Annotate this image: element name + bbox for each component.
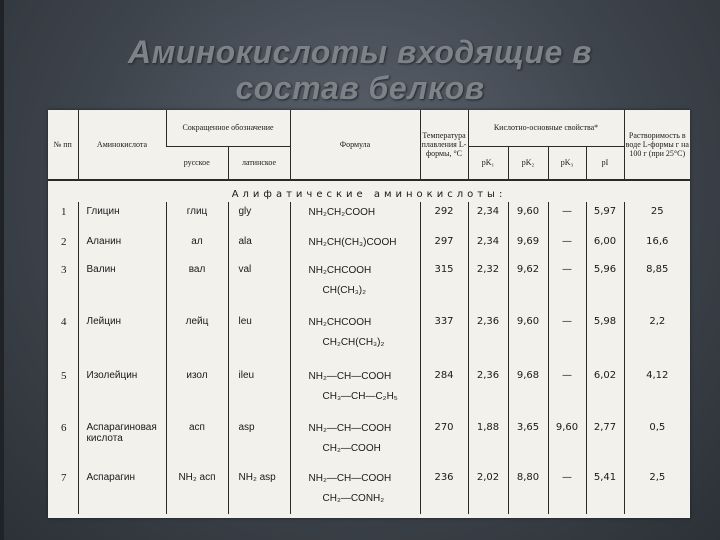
amino-acid-table bbox=[48, 110, 690, 514]
table-cell-pk2: 9,69 bbox=[508, 232, 548, 260]
table-cell-pi: 6,00 bbox=[586, 232, 624, 260]
col-header-solubility: Растворимость в воде L-формы г на 100 г (при 25°С) bbox=[624, 110, 690, 180]
table-cell-melting: 297 bbox=[420, 232, 468, 260]
table-cell-formula bbox=[290, 202, 420, 232]
table-cell-name: Аспарагиновая кислота bbox=[78, 418, 166, 468]
table-cell-abbrev-ru: изол bbox=[166, 366, 228, 418]
table-cell-num: 1 bbox=[61, 206, 67, 218]
table-cell-solubility: 8,85 bbox=[624, 260, 690, 312]
section-label: Алифатические аминокислоты: bbox=[231, 189, 507, 200]
formula-line-2: CH₂—CONH₂ bbox=[322, 493, 385, 504]
table-cell-solubility: 4,12 bbox=[624, 366, 690, 418]
table-cell-pk1: 1,88 bbox=[468, 418, 508, 468]
table-cell-formula bbox=[290, 260, 420, 312]
table-cell-abbrev-lat: ileu bbox=[228, 366, 290, 418]
slide-title-line-2: состав белков bbox=[235, 70, 485, 106]
amino-acid-table-scan bbox=[48, 110, 690, 518]
table-cell-melting: 284 bbox=[420, 366, 468, 418]
table-row bbox=[48, 202, 690, 232]
col-header-acid-base: Кислотно-основные свойства* bbox=[468, 110, 624, 146]
table-cell-pi: 5,96 bbox=[586, 260, 624, 312]
formula-line-1: NH₂CH₂COOH bbox=[308, 207, 376, 218]
table-cell-formula bbox=[290, 232, 420, 260]
table-cell-solubility: 25 bbox=[624, 202, 690, 232]
table-cell-pk2: 9,60 bbox=[508, 312, 548, 366]
table-header bbox=[48, 110, 690, 180]
table-cell-abbrev-lat: asp bbox=[228, 418, 290, 468]
table-cell-pk2: 9,62 bbox=[508, 260, 548, 312]
table-cell-pk3: — bbox=[548, 366, 586, 418]
table-cell-melting: 337 bbox=[420, 312, 468, 366]
col-header-melting: Температура плавления L-формы, °С bbox=[420, 110, 468, 180]
table-cell-pi: 5,97 bbox=[586, 202, 624, 232]
table-cell-num: 7 bbox=[61, 472, 67, 484]
section-row bbox=[48, 180, 690, 202]
table-cell-name: Валин bbox=[78, 260, 166, 312]
table-cell-formula bbox=[290, 418, 420, 468]
table-cell-solubility: 16,6 bbox=[624, 232, 690, 260]
table-cell-abbrev-ru: вал bbox=[166, 260, 228, 312]
table-cell-pk3: — bbox=[548, 202, 586, 232]
table-cell-pk1: 2,34 bbox=[468, 232, 508, 260]
formula-line-2: CH₂CH(CH₃)₂ bbox=[322, 337, 385, 348]
table-cell-pi: 2,77 bbox=[586, 418, 624, 468]
table-body bbox=[48, 202, 690, 514]
table-cell-abbrev-ru: асп bbox=[166, 418, 228, 468]
table-cell-name: Лейцин bbox=[78, 312, 166, 366]
table-cell-pk3: — bbox=[548, 232, 586, 260]
table-cell-melting: 236 bbox=[420, 468, 468, 514]
col-header-russian: русское bbox=[183, 158, 210, 168]
slide-title bbox=[0, 34, 720, 106]
formula-line-2: CH₂—COOH bbox=[322, 443, 381, 454]
formula-line-1: NH₂—CH—COOH bbox=[308, 371, 392, 382]
table-cell-pk1: 2,36 bbox=[468, 366, 508, 418]
table-cell-abbrev-ru: NH₂ асп bbox=[166, 468, 228, 514]
table-cell-melting: 315 bbox=[420, 260, 468, 312]
table-cell-abbrev-lat: val bbox=[228, 260, 290, 312]
table-cell-pk2: 8,80 bbox=[508, 468, 548, 514]
table-cell-abbrev-lat: ala bbox=[228, 232, 290, 260]
table-cell-formula bbox=[290, 468, 420, 514]
table-row bbox=[48, 418, 690, 468]
table-cell-pi: 6,02 bbox=[586, 366, 624, 418]
table-cell-abbrev-lat: gly bbox=[228, 202, 290, 232]
table-row bbox=[48, 260, 690, 312]
table-cell-name: Глицин bbox=[78, 202, 166, 232]
table-cell-pk3: — bbox=[548, 312, 586, 366]
table-cell-abbrev-ru: глиц bbox=[166, 202, 228, 232]
table-cell-pk3: — bbox=[548, 468, 586, 514]
col-header-pk2: pK₂ bbox=[508, 146, 548, 180]
col-header-abbrev: Сокращенное обозначение bbox=[166, 110, 290, 146]
table-cell-abbrev-ru: ал bbox=[166, 232, 228, 260]
formula-line-1: NH₂CHCOOH bbox=[308, 265, 372, 276]
table-cell-pk3: — bbox=[548, 260, 586, 312]
table-cell-pi: 5,98 bbox=[586, 312, 624, 366]
formula-line-1: NH₂CH(CH₃)COOH bbox=[308, 237, 397, 248]
col-header-formula: Формула bbox=[290, 110, 420, 180]
table-cell-solubility: 2,2 bbox=[624, 312, 690, 366]
table-row bbox=[48, 366, 690, 418]
table-cell-solubility: 0,5 bbox=[624, 418, 690, 468]
col-header-pi: pI bbox=[586, 146, 624, 180]
table-row bbox=[48, 312, 690, 366]
table-cell-num: 4 bbox=[61, 316, 67, 328]
table-cell-pk1: 2,02 bbox=[468, 468, 508, 514]
table-cell-num: 2 bbox=[61, 236, 67, 248]
col-header-num: № пп bbox=[48, 110, 78, 180]
col-header-name: Аминокислота bbox=[78, 110, 166, 180]
slide-title-line-1: Аминокислоты входящие в bbox=[128, 34, 592, 70]
table-row bbox=[48, 232, 690, 260]
col-header-pk3: pK₃ bbox=[548, 146, 586, 180]
table-cell-pk1: 2,32 bbox=[468, 260, 508, 312]
table-cell-melting: 292 bbox=[420, 202, 468, 232]
formula-line-2: CH(CH₃)₂ bbox=[322, 285, 367, 296]
table-cell-num: 5 bbox=[61, 370, 67, 382]
table-cell-num: 3 bbox=[61, 264, 67, 276]
table-row bbox=[48, 468, 690, 514]
table-cell-abbrev-ru: лейц bbox=[166, 312, 228, 366]
table-cell-abbrev-lat: NH₂ asp bbox=[228, 468, 290, 514]
table-cell-pi: 5,41 bbox=[586, 468, 624, 514]
formula-line-1: NH₂—CH—COOH bbox=[308, 423, 392, 434]
formula-line-1: NH₂CHCOOH bbox=[308, 317, 372, 328]
table-cell-solubility: 2,5 bbox=[624, 468, 690, 514]
table-cell-pk1: 2,36 bbox=[468, 312, 508, 366]
table-cell-pk2: 9,60 bbox=[508, 202, 548, 232]
table-cell-name: Изолейцин bbox=[78, 366, 166, 418]
table-cell-pk2: 3,65 bbox=[508, 418, 548, 468]
formula-line-2: CH₃—CH—C₂H₅ bbox=[322, 391, 398, 402]
table-cell-melting: 270 bbox=[420, 418, 468, 468]
table-cell-formula bbox=[290, 366, 420, 418]
table-cell-abbrev-lat: leu bbox=[228, 312, 290, 366]
table-cell-pk3: 9,60 bbox=[548, 418, 586, 468]
table-cell-pk1: 2,34 bbox=[468, 202, 508, 232]
col-header-latin: латинское bbox=[228, 146, 290, 180]
table-cell-pk2: 9,68 bbox=[508, 366, 548, 418]
table-cell-formula bbox=[290, 312, 420, 366]
table-cell-num: 6 bbox=[61, 422, 67, 434]
table-cell-name: Аспарагин bbox=[78, 468, 166, 514]
table-cell-name: Аланин bbox=[78, 232, 166, 260]
col-header-pk1: pK₁ bbox=[468, 146, 508, 180]
formula-line-1: NH₂—CH—COOH bbox=[308, 473, 392, 484]
